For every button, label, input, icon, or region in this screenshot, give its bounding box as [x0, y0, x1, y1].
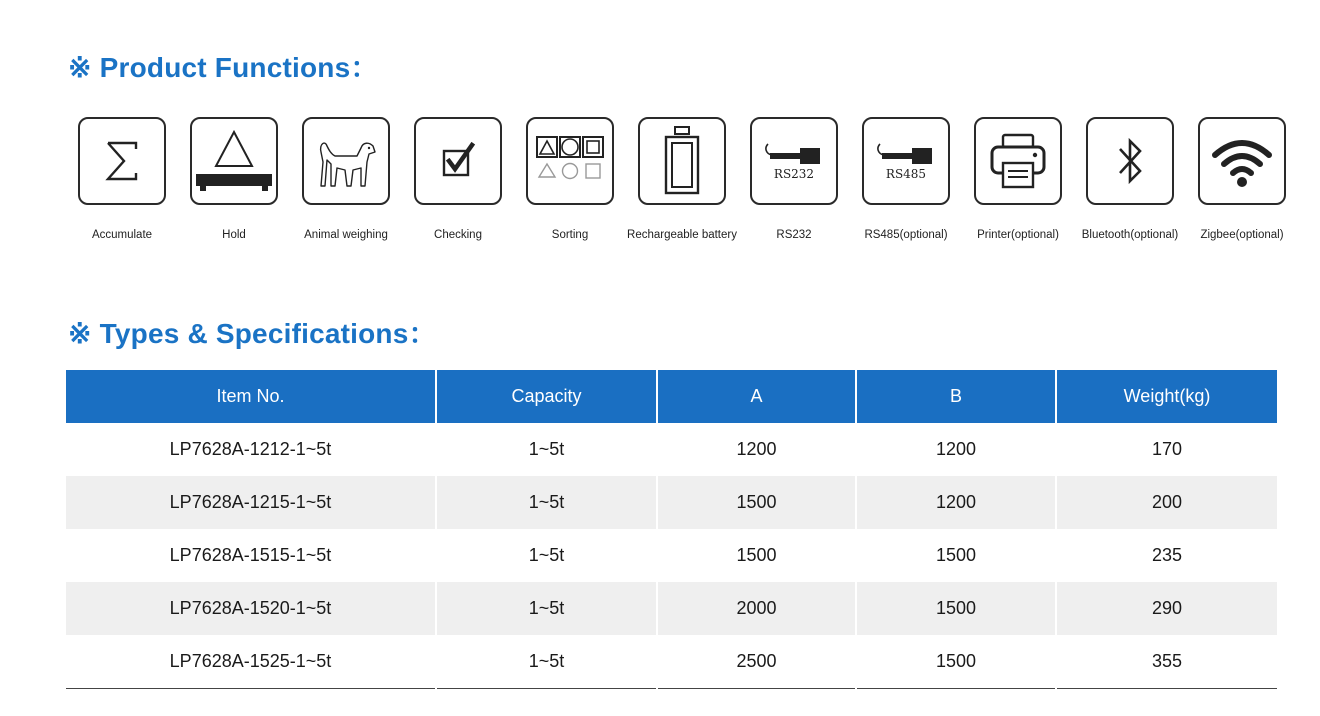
- function-label: Checking: [434, 229, 482, 241]
- cell-capacity: 1~5t: [436, 635, 657, 689]
- cell-capacity: 1~5t: [436, 423, 657, 476]
- function-accumulate: [66, 117, 178, 241]
- function-rs485: [850, 117, 962, 241]
- function-label: Accumulate: [91, 229, 153, 241]
- rs485-connector-icon: [862, 117, 950, 205]
- function-label: RS485(optional): [864, 229, 948, 241]
- cell-b: 1200: [856, 476, 1056, 529]
- cell-capacity: 1~5t: [436, 582, 657, 635]
- cell-a: 2000: [657, 582, 856, 635]
- table-row: [66, 423, 1277, 476]
- rs232-connector-icon: [750, 117, 838, 205]
- function-label: Sorting: [551, 229, 589, 241]
- function-label: Zigbee(optional): [1200, 229, 1284, 241]
- header-a: A: [657, 370, 856, 423]
- cell-capacity: 1~5t: [436, 476, 657, 529]
- sigma-icon: [78, 117, 166, 205]
- function-animal-weighing: [290, 117, 402, 241]
- cell-a: 1200: [657, 423, 856, 476]
- cell-item-no: LP7628A-1515-1~5t: [169, 545, 332, 565]
- cell-a: 1500: [657, 476, 856, 529]
- wifi-icon: [1198, 117, 1286, 205]
- cell-a: 2500: [657, 635, 856, 689]
- header-capacity: Capacity: [436, 370, 657, 423]
- header-weight: Weight(kg): [1056, 370, 1277, 423]
- header-b: B: [856, 370, 1056, 423]
- function-checking: [402, 117, 514, 241]
- cell-a: 1500: [657, 529, 856, 582]
- table-header-row: [66, 370, 1277, 423]
- cell-weight: 355: [1056, 635, 1277, 689]
- function-hold: [178, 117, 290, 241]
- table-row: [66, 529, 1277, 582]
- specifications-table: [66, 370, 1277, 689]
- cell-b: 1500: [856, 635, 1056, 689]
- cell-item-no: LP7628A-1212-1~5t: [169, 439, 332, 459]
- printer-icon: [974, 117, 1062, 205]
- bluetooth-icon: [1086, 117, 1174, 205]
- dog-icon: [302, 117, 390, 205]
- rs232-icon-text: RS232: [773, 167, 815, 181]
- function-label: Printer(optional): [977, 229, 1059, 241]
- function-label: Bluetooth(optional): [1081, 229, 1179, 241]
- product-functions-title: ※ Product Functions：: [68, 52, 379, 83]
- cell-b: 1200: [856, 423, 1056, 476]
- table-row: [66, 635, 1277, 689]
- cell-item-no: LP7628A-1215-1~5t: [66, 476, 436, 529]
- checkbox-icon: [414, 117, 502, 205]
- function-rs232: [738, 117, 850, 241]
- function-label: Hold: [222, 229, 246, 241]
- function-zigbee: [1186, 117, 1298, 241]
- function-label: RS232: [776, 229, 812, 241]
- cell-weight: 235: [1056, 529, 1277, 582]
- types-specifications-title: ※ Types & Specifications：: [68, 318, 437, 349]
- function-bluetooth: [1074, 117, 1186, 241]
- function-rechargeable-battery: [626, 117, 738, 241]
- product-functions-list: [66, 117, 1284, 252]
- hold-triangle-icon: [190, 117, 278, 205]
- cell-weight: 290: [1056, 582, 1277, 635]
- function-label: Rechargeable battery: [627, 229, 737, 241]
- cell-capacity: 1~5t: [436, 529, 657, 582]
- header-item-no: Item No.: [66, 370, 436, 423]
- table-row: [66, 476, 1277, 529]
- cell-weight: 200: [1056, 476, 1277, 529]
- cell-item-no: LP7628A-1525-1~5t: [66, 635, 436, 689]
- function-printer: [962, 117, 1074, 241]
- cell-weight: 170: [1056, 423, 1277, 476]
- cell-b: 1500: [856, 529, 1056, 582]
- battery-icon: [638, 117, 726, 205]
- table-row: [66, 582, 1277, 635]
- cell-b: 1500: [856, 582, 1056, 635]
- shapes-icon: [526, 117, 614, 205]
- cell-item-no: LP7628A-1520-1~5t: [66, 582, 436, 635]
- function-label: Animal weighing: [304, 229, 388, 241]
- function-sorting: [514, 117, 626, 241]
- rs485-icon-text: RS485: [885, 167, 927, 181]
